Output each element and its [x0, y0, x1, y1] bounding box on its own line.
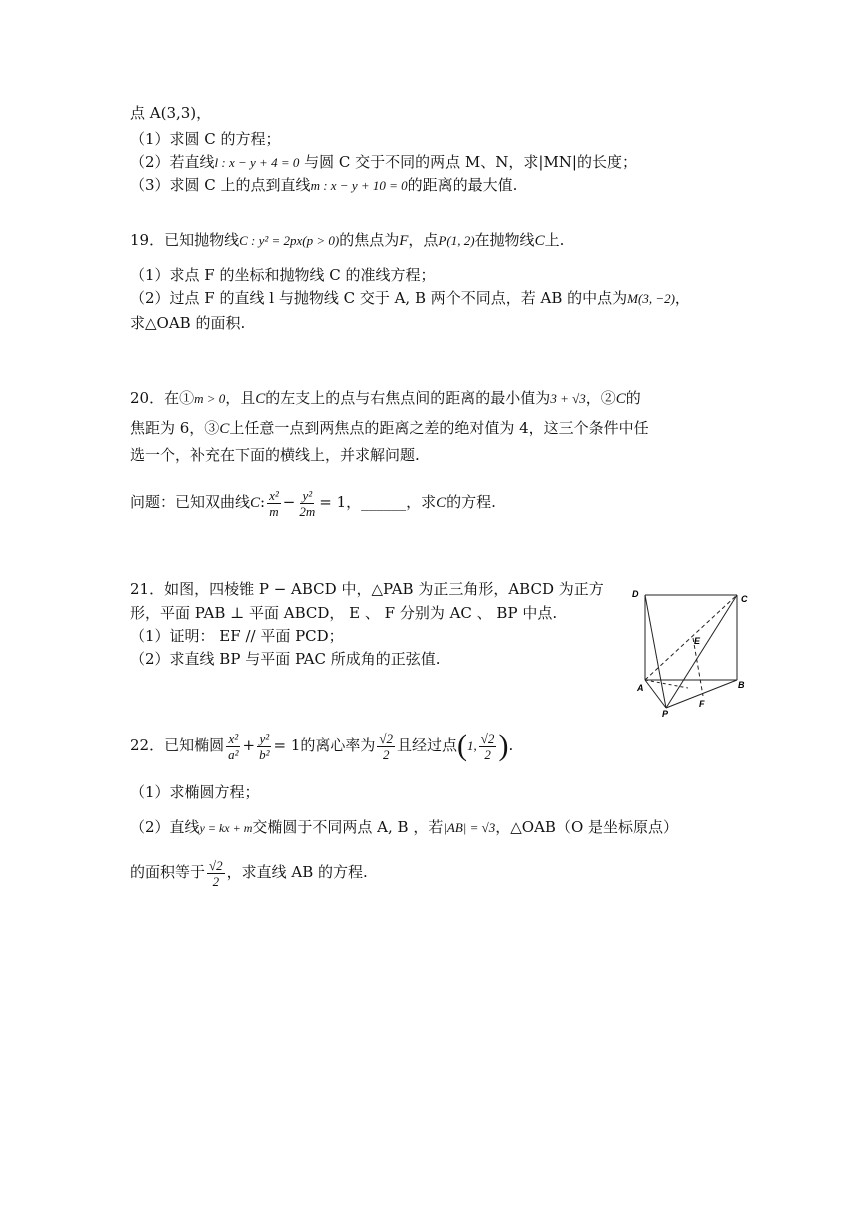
q20-c3: C [219, 421, 230, 437]
q20-frac-x-den: m [269, 503, 279, 519]
q19-part-1: （1）求点 F 的坐标和抛物线 C 的准线方程； [130, 266, 436, 284]
q22-text-a: 22．已知椭圆 [130, 736, 225, 754]
fig-label-p: P [662, 709, 669, 719]
q20-text-e: ，② [585, 389, 616, 407]
q20-line-2: 选一个，补充在下面的横线上，并求解问题. [130, 446, 420, 464]
q18-part-3-text-b: 的距离的最大值. [407, 176, 518, 194]
q19-stem [130, 230, 564, 251]
q19-part-2-text-b: ， [674, 289, 690, 307]
q20-text-d: 的左支上的点与右焦点间的距离的最小值为 [265, 389, 551, 407]
fig-label-d: D [632, 589, 639, 599]
q20-c4: C [250, 495, 261, 511]
q22-frac-x-num: x² [228, 730, 239, 746]
q20-c1: C [255, 391, 266, 407]
q22-frac-pt-num: √2 [480, 730, 495, 746]
q21-part-1: （1）证明： EF // 平面 PCD； [130, 627, 344, 645]
q22-frac-pt-den: 2 [484, 746, 491, 762]
q20-text-b: ，且 [225, 389, 256, 407]
q20-eq1: = 1 [319, 493, 347, 511]
q20-problem-d: 的方程. [446, 493, 496, 511]
q20-problem-a: 问题：已知双曲线 [130, 493, 251, 511]
q18-part-2-text-b: 与圆 C 交于不同的两点 M、N，求|MN|的长度； [299, 153, 637, 171]
q22-frac-pt [479, 731, 497, 762]
q19-text-c: ，点 [408, 231, 439, 249]
fig-label-a: A [637, 683, 644, 693]
q20-line-1 [130, 418, 649, 439]
q19-point-p: P(1, 2) [438, 233, 475, 248]
q21-part-2: （2）求直线 BP 与平面 PAC 所成角的正弦值. [130, 650, 441, 668]
q19-text-a: 19．已知抛物线 [130, 231, 240, 249]
q19-focus-f: F [399, 233, 409, 249]
q22-paren-right: ) [498, 729, 509, 762]
q20-line-1-b: 上任意一点到两焦点的距离之差的绝对值为 4，这三个条件中任 [229, 419, 649, 437]
q20-cond-m: m > 0 [194, 391, 226, 406]
q18-line-m-equation: m : x − y + 10 = 0 [310, 178, 408, 193]
pyramid-figure [628, 586, 758, 720]
q19-curve-c: C [534, 233, 545, 249]
q22-frac-area-den: 2 [212, 873, 220, 889]
q19-text-d: 在抛物线 [474, 231, 535, 249]
q22-eq1: = 1 [273, 736, 301, 754]
q22-frac-x [226, 731, 240, 762]
q20-problem-b: ，______，求 [346, 493, 437, 511]
q20-stem [130, 388, 641, 409]
fig-label-c: C [741, 594, 748, 604]
q22-text-d: . [508, 736, 514, 754]
q19-part-2-cont: 求△OAB 的面积. [130, 314, 246, 332]
q19-part-2-text-a: （2）过点 F 的直线 l 与抛物线 C 交于 A, B 两个不同点，若 AB 的中点为 [130, 289, 628, 307]
q19-parabola-equation: C : y² = 2px(p > 0) [239, 233, 340, 248]
q20-minus: − [282, 493, 296, 511]
fig-label-f: F [699, 699, 705, 709]
q22-part-2-c: ，△OAB（O 是坐标原点） [495, 818, 679, 836]
q18-part-1: （1）求圆 C 的方程； [130, 130, 281, 148]
fig-label-e: E [694, 636, 701, 646]
q20-c2: C [615, 391, 626, 407]
q20-text-a: 20．在① [130, 389, 195, 407]
q22-part-2-b: 交椭圆于不同两点 A, B ，若 [252, 818, 444, 836]
q22-area-b: ，求直线 AB 的方程. [226, 863, 368, 881]
q22-frac-y-den: b² [259, 746, 270, 762]
q20-min-value: 3 + √3 [550, 391, 586, 406]
q20-frac-x [267, 488, 281, 519]
q18-part-2-text-a: （2）若直线 [130, 153, 215, 171]
q18-part-3 [130, 175, 517, 196]
q18-part-2 [130, 152, 637, 173]
q22-part-2-cont [130, 850, 368, 894]
q22-frac-area [207, 858, 225, 889]
q22-frac-y-num: y² [259, 730, 270, 746]
q22-frac-ecc [377, 731, 395, 762]
q21-stem: 21．如图，四棱锥 P − ABCD 中，△PAB 为正三角形，ABCD 为正方 [130, 580, 604, 598]
q22-part-2-a: （2）直线 [130, 818, 200, 836]
q22-line-equation: y = kx + m [199, 821, 253, 835]
q19-text-e: 上. [544, 231, 565, 249]
q21-line-1: 形，平面 PAB ⊥ 平面 ABCD， E 、 F 分别为 AC 、 BP 中点. [130, 604, 558, 622]
q22-part-1: （1）求椭圆方程； [130, 783, 260, 801]
q22-paren-left: ( [457, 729, 468, 762]
q20-text-g: 的 [625, 389, 641, 407]
q20-frac-y [297, 488, 317, 519]
q22-frac-ecc-den: 2 [382, 746, 390, 762]
q19-part-2 [130, 288, 690, 309]
q19-text-b: 的焦点为 [339, 231, 400, 249]
q20-frac-y-num: y² [302, 487, 313, 503]
q22-frac-area-num: √2 [209, 857, 223, 873]
q19-midpoint-m: M(3, −2) [627, 291, 675, 306]
q22-stem [130, 723, 513, 767]
q22-frac-y [257, 731, 271, 762]
q22-text-b: 的离心率为 [300, 736, 376, 754]
q22-part-2 [130, 817, 678, 838]
q18-line-0: 点 A(3,3)， [130, 104, 212, 122]
q20-line-1-a: 焦距为 6，③ [130, 419, 220, 437]
q22-point-x: 1, [467, 738, 477, 753]
q18-part-3-text-a: （3）求圆 C 上的点到直线 [130, 176, 311, 194]
q20-colon: : [260, 493, 266, 511]
q20-frac-y-den: 2m [299, 503, 316, 519]
q22-frac-x-den: a² [228, 746, 239, 762]
fig-label-b: B [738, 680, 745, 690]
q22-text-c: 且经过点 [397, 736, 458, 754]
q20-problem [130, 482, 496, 522]
q18-line-l-equation: l : x − y + 4 = 0 [214, 155, 300, 170]
q22-plus: + [242, 736, 256, 754]
q22-ab-length: |AB| = √3 [443, 820, 496, 835]
q20-frac-x-num: x² [269, 487, 279, 503]
q22-area-a: 的面积等于 [130, 863, 206, 881]
q20-c5: C [436, 495, 447, 511]
q22-frac-ecc-num: √2 [379, 730, 394, 746]
